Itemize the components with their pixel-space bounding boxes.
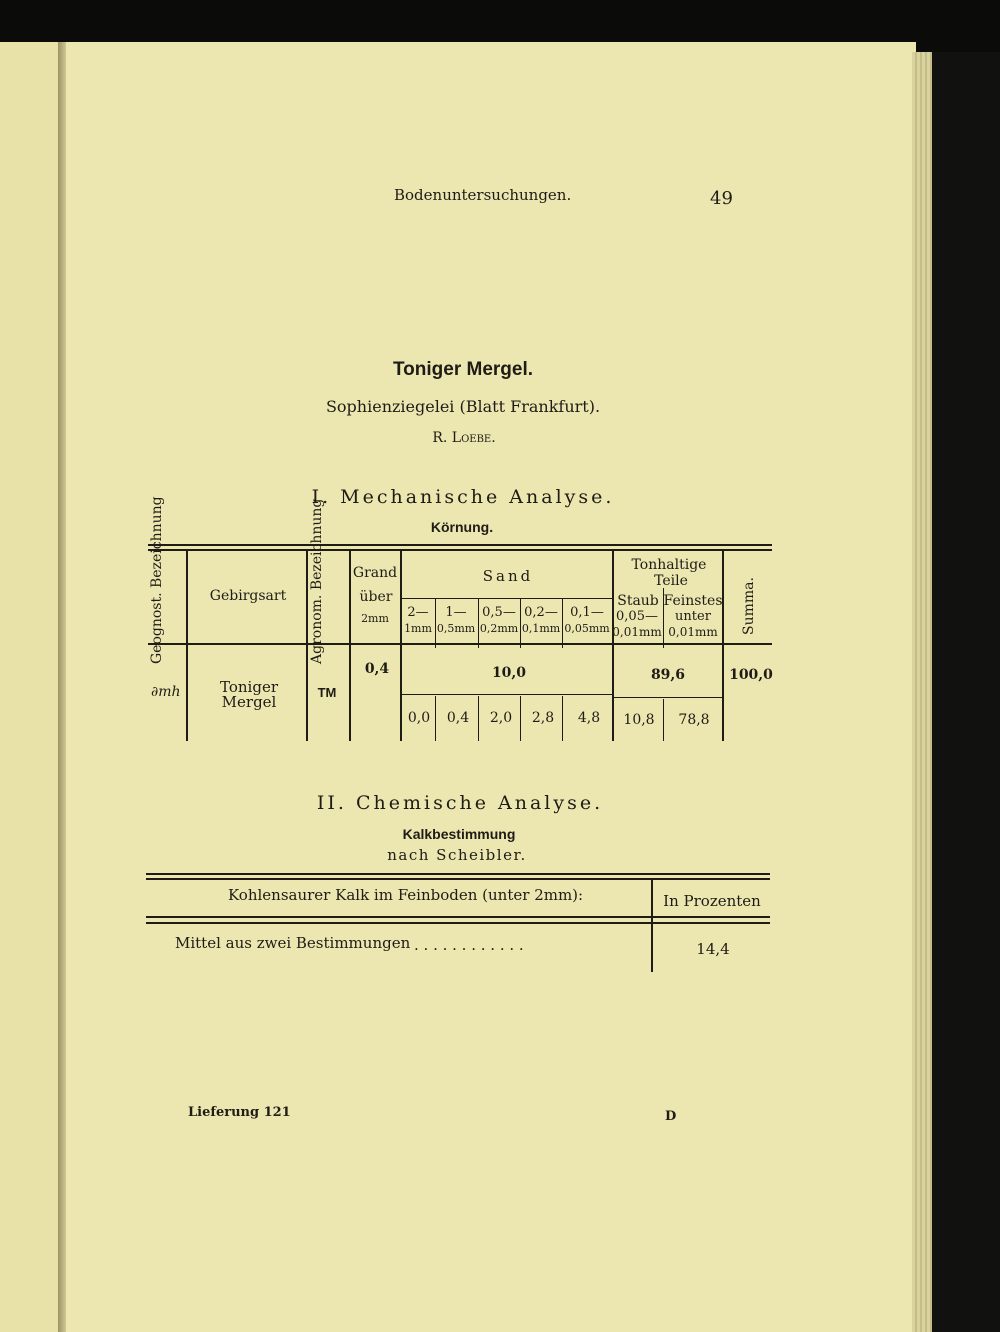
header-feinstes-unter: unter xyxy=(675,609,711,624)
section-subheading-koernung: Körnung. xyxy=(430,519,494,535)
header-staub-size: 0,01mm xyxy=(612,625,662,639)
cell-summa: 100,0 xyxy=(729,667,773,683)
method-line: nach Scheibler. xyxy=(387,846,527,864)
header-sand-4-b: 0,1mm xyxy=(521,622,561,635)
header-staub-range: 0,05— xyxy=(616,609,658,624)
section-heading-chemical: II. Chemische Analyse. xyxy=(316,792,604,814)
header-sand-1-a: 2— xyxy=(407,605,429,620)
table2-header-left: Kohlensaurer Kalk im Feinboden (unter 2mm): xyxy=(228,886,584,904)
header-gebirgsart: Gebirgsart xyxy=(209,588,287,604)
book-gutter xyxy=(58,42,66,1332)
header-tonhaltig-teile: Teile xyxy=(654,573,688,589)
cell-sand-1: 0,0 xyxy=(407,710,431,726)
page-title: Toniger Mergel. xyxy=(392,359,534,380)
cell-agronom: TM xyxy=(317,685,337,700)
header-sand-5-b: 0,05mm xyxy=(564,622,610,635)
cell-tonhaltig-total: 89,6 xyxy=(650,667,686,683)
section-heading-mechanical: I. Mechanische Analyse. xyxy=(311,486,615,508)
header-geognost: Geognost. Bezeichnung xyxy=(149,496,165,664)
cell-grand: 0,4 xyxy=(364,661,390,677)
table2-row-label: Mittel aus zwei Bestimmungen xyxy=(175,934,411,952)
header-sand-5-a: 0,1— xyxy=(570,605,604,620)
header-sand: Sand xyxy=(482,567,534,585)
cell-sand-4: 2,8 xyxy=(531,710,555,726)
header-feinstes-size: 0,01mm xyxy=(668,625,718,639)
header-tonhaltig: Tonhaltige xyxy=(631,557,707,573)
header-staub: Staub xyxy=(617,593,659,609)
book-cover-edge xyxy=(932,52,1000,1332)
running-title: Bodenuntersuchungen. xyxy=(394,186,572,204)
section-subheading-kalk: Kalkbestimmung xyxy=(402,826,516,842)
footer-signature: D xyxy=(665,1109,677,1124)
header-summa: Summa. xyxy=(741,577,757,635)
header-sand-2-a: 1— xyxy=(445,605,467,620)
cell-sand-5: 4,8 xyxy=(577,710,601,726)
location-line: Sophienziegelei (Blatt Frankfurt). xyxy=(325,397,601,416)
table2-header-right: In Prozenten xyxy=(663,892,761,910)
table2-row-leader-dots: . . . . . . . . . . . . xyxy=(414,936,524,954)
table2-row-value: 14,4 xyxy=(696,940,730,958)
header-sand-3-a: 0,5— xyxy=(482,605,516,620)
header-sand-2-b: 0,5mm xyxy=(436,622,476,635)
cell-sand-2: 0,4 xyxy=(446,710,470,726)
header-grand: Grand xyxy=(352,565,398,581)
book-page xyxy=(64,42,916,1332)
header-sand-4-a: 0,2— xyxy=(524,605,558,620)
cell-gebirgsart-1: Toniger xyxy=(220,678,278,696)
author-line: R. Loebe. xyxy=(432,430,496,446)
header-grand-size: 2mm xyxy=(361,612,389,625)
cell-feinstes: 78,8 xyxy=(678,712,710,728)
cell-staub: 10,8 xyxy=(623,712,655,728)
header-grand-ueber: über xyxy=(359,589,393,605)
header-sand-1-b: 1mm xyxy=(404,622,432,635)
header-sand-3-b: 0,2mm xyxy=(479,622,519,635)
page-fore-edge xyxy=(912,52,932,1332)
cell-sand-3: 2,0 xyxy=(489,710,513,726)
page-number: 49 xyxy=(710,188,733,209)
header-feinstes: Feinstes xyxy=(663,593,723,609)
footer-lieferung: Lieferung 121 xyxy=(188,1105,291,1120)
cell-sand-total: 10,0 xyxy=(491,665,527,681)
header-agronom: Agronom. Bezeichnung xyxy=(309,498,325,664)
facing-page-edge xyxy=(0,42,58,1332)
cell-gebirgsart-2: Mergel xyxy=(221,693,277,711)
cell-geognost: ∂mh xyxy=(151,684,181,700)
